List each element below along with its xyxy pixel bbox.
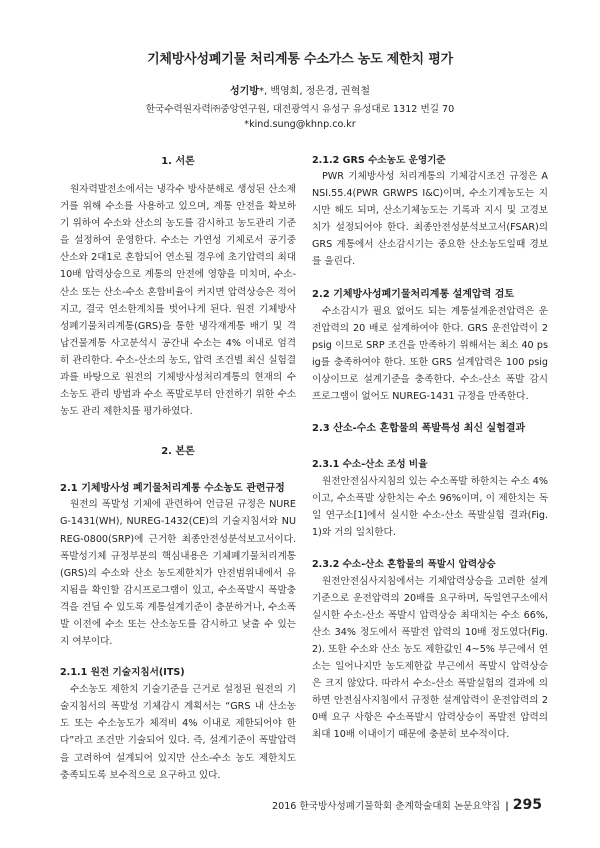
page-number: 295 (512, 797, 542, 813)
left-column (60, 152, 296, 784)
right-column (312, 152, 548, 743)
affiliation: 한국수력원자력㈜중앙연구원, 대전광역시 유성구 유성대로 1312 번길 70 (145, 104, 455, 115)
conference-name: 2016 한국방사성폐기물학회 춘계학술대회 논문요약집 (272, 801, 501, 812)
section-2-1-1-title: 2.1.1 원전 기술지침서(ITS) (60, 667, 185, 679)
author-line (0, 82, 600, 97)
section-2-1-2-title: 2.1.2 GRS 수소농도 운영기준 (312, 155, 446, 166)
section-1-title: 1. 서론 (161, 156, 195, 167)
section-2-3-2-title: 2.3.2 수소-산소 혼합물의 폭발시 압력상승 (312, 558, 496, 570)
first-author: 성기방 (230, 86, 259, 97)
section-2-2-paragraph: 수소감시가 필요 없어도 되는 계통설계운전압력은 운전압력의 20 배로 설계하여야 한다. GRS 운전압력이 2 psig 이므로 SRP 조건을 만족하기 위해서는 최소 40 psig를 충족하여야 한다. 또한 GRS 설계압력은 100 psig 이상이므로 설계기준을 충족한다. 수소-산소 폭발 감시 프로그램이 없어도 NUREG-1431 규정을 만족한다. (312, 305, 548, 403)
footer-separator: | (505, 801, 509, 812)
page-footer (272, 797, 542, 813)
section-2-title: 2. 본론 (161, 446, 195, 458)
section-2-1-1-paragraph: 수소농도 제한치 기술기준을 근거로 설정된 원전의 기술지침서의 폭발성 기체감시 계획서는 “GRS 내 산소농도 또는 수소농도가 체적비 4% 이내로 제한되어야 한다”라고 조건만 기술되어 있다. 즉, 설계기준이 폭발압력을 고려하여 설계되어 있지만 산소-수소 농도 제한치도 충족되도록 보수적으로 요구하고 있다. (60, 684, 296, 781)
section-2-3-1-title: 2.3.1 수소-산소 조성 비율 (312, 459, 428, 471)
paper-title: 기체방사성폐기물 처리계통 수소가스 농도 제한치 평가 (147, 52, 453, 67)
corresponding-mark: * (258, 86, 264, 97)
section-2-2-title: 2.2 기체방사성폐기물처리계통 설계압력 검토 (312, 288, 515, 300)
section-2-1-title: 2.1 기체방사성 폐기물처리계통 수소농도 관련규정 (60, 483, 285, 495)
section-2-3-title: 2.3 산소-수소 혼합물의 폭발특성 최신 실험결과 (312, 423, 526, 435)
section-2-1-paragraph: 원전의 폭발성 기체에 관련하여 언급된 규정은 NUREG-1431(WH), NUREG-1432(CE)의 기술지침서와 NUREG-0800(SRP)에 근거한 최종안전성분석보고서이다. 폭발성기체 규정부분의 핵심내용은 기체폐기물처리계통(GRS)의 수소와 산소 농도제한치가 안전범위내에서 유지됨을 확인할 감시프로그램이 있고, 수소폭발시 폭발충격을 견딜 수 있도록 계통설계기준이 충분하거나, 수소폭발 이전에 수소 또는 산소농도를 감시하고 낮출 수 있는지 여부이다. (60, 499, 296, 648)
section-2-3-2-paragraph: 원전안전심사지침에서는 기체압력상승을 고려한 설계기준으로 운전압력의 20배를 요구하며, 독일연구소에서 실시한 수소-산소 폭발시 압력상승 최대치는 수소 66%, 산소 34% 정도에서 폭발전 압력의 10배 정도였다(Fig.2). 또한 수소와 산소 농도 제한값인 4~5% 부근에서 연소는 일어나지만 농도제한값 부근에서 폭발시 압력상승은 크지 않았다. 따라서 수소-산소 폭발실험의 결과에 의하면 안전심사지침에서 규정한 설계압력이 운전압력의 20배 요구 사항은 수소폭발시 압력상승이 폭발전 압력의 최대 10배 이내이기 때문에 충분히 보수적이다. (312, 575, 548, 741)
section-1-paragraph: 원자력발전소에서는 냉각수 방사분해로 생성된 산소제거를 위해 수소를 사용하고 있으며, 계통 안전을 확보하기 위하여 수소와 산소의 농도를 감시하고 농도관리 기준을 설정하여 운영한다. 수소는 가연성 기체로서 공기중 산소와 2대1로 혼합되어 연소될 경우에 초기압력의 최대 10배 압력상승으로 계통의 안전에 영향을 미치며, 수소-산소 또는 산소-수소 혼합비율이 커지면 압력상승은 적어지고, 결국 연소한계치를 벗어나게 된다. 원전 기체방사성폐기물처리계통(GRS)을 통한 냉각재계통 배기 및 격납건물계통 사고분석시 공간내 수소는 4% 이내로 엄격히 관리한다. 수소-산소의 농도, 압력 조건별 최신 실험결과를 바탕으로 원전의 기체방사성처리계통의 현재의 수소농도 관리 방법과 수소 폭발로부터 안전하기 위한 수소농도 관리 제한치를 평가하였다. (60, 184, 296, 418)
author-email: *kind.sung@khnp.co.kr (244, 119, 356, 130)
section-2-1-2-paragraph: PWR 기체방사성 처리계통의 기체감시조건 규정은 ANSI.55.4(PWR GRWPS I&C)이며, 수소기계농도는 지시만 해도 되며, 산소기체농도는 기록과 지시 및 고경보치가 설정되어야 한다. 최종안전성분석보고서(FSAR)의 GRS 계통에서 산소감시기는 중요한 산소농도일때 경보를 울린다. (312, 171, 548, 268)
coauthors: , 백영희, 정은경, 권혁철 (263, 86, 370, 97)
section-2-3-1-paragraph: 원전안전심사지침의 있는 수소폭발 하한치는 수소 4%이고, 수소폭발 상한치는 수소 96%이며, 이 제한치는 독일 연구소[1]에서 실시한 수소-산소 폭발실험 결과(Fig. 1)와 거의 일치한다. (312, 476, 548, 539)
